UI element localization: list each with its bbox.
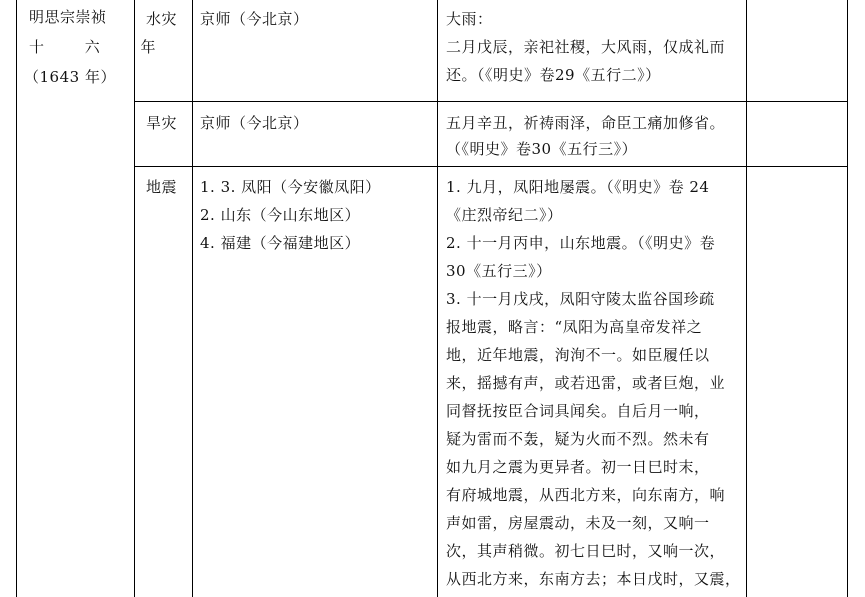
record-line: 有府城地震，从西北方来，向东南方，响 (446, 486, 726, 504)
record-line: （《明史》卷30《五行三》） (446, 140, 638, 158)
record-line: 五月辛丑，祈祷雨泽，命臣工痛加修省。 (446, 114, 726, 132)
row-divider-1 (134, 101, 848, 102)
record-line: 地，近年地震，洵洵不一。如臣履任以 (446, 346, 710, 364)
location-item: 4. 福建（今福建地区） (200, 234, 361, 252)
record-line: 1. 九月，凤阳地屡震。（《明史》卷 24 (446, 178, 710, 196)
column-divider-4 (746, 0, 747, 597)
table-border-right (847, 0, 848, 597)
category-drought: 旱灾 (146, 114, 178, 132)
record-line: 还。（《明史》卷29《五行二》） (446, 66, 661, 84)
record-line: 疑为雷而不轰，疑为火而不烈。然未有 (446, 430, 710, 448)
record-line: 如九月之震为更异者。初一日巳时末， (446, 458, 710, 476)
record-line: 2. 十一月丙申，山东地震。（《明史》卷 (446, 234, 716, 252)
period-year-ad: （1643 年） (24, 68, 116, 86)
column-divider-3 (437, 0, 438, 597)
record-line: 《庄烈帝纪二》） (446, 206, 563, 224)
location-item: 京师（今北京） (200, 114, 309, 132)
record-line: 来，摇撼有声，或若迅雷，或者巨炮，业 (446, 374, 726, 392)
period-year-text: 十 六 年 (29, 38, 174, 56)
record-line: 3. 十一月戊戌，凤阳守陵太监谷国珍疏 (446, 290, 715, 308)
location-item: 1. 3. 凤阳（今安徽凤阳） (200, 178, 381, 196)
record-line: 二月戊辰，亲祀社稷，大风雨，仅成礼而 (446, 38, 726, 56)
period-name: 明思宗崇祯 (29, 8, 107, 26)
record-line: 报地震，略言：“凤阳为高皇帝发祥之 (446, 318, 703, 336)
column-divider-2 (192, 0, 193, 597)
table-border-left (16, 0, 17, 597)
category-flood: 水灾 (146, 10, 178, 28)
location-item: 京师（今北京） (200, 10, 309, 28)
category-earthquake: 地震 (146, 178, 178, 196)
record-line: 大雨： (446, 10, 493, 28)
record-line: 次，其声稍微。初七日巳时，又响一次， (446, 542, 726, 560)
record-line: 同督抚按臣合词具闻矣。自后月一响， (446, 402, 710, 420)
record-line: 从西北方来，东南方去；本日戊时，又震， (446, 570, 741, 588)
column-divider-1 (134, 0, 135, 597)
location-item: 2. 山东（今山东地区） (200, 206, 361, 224)
row-divider-2 (134, 166, 848, 167)
record-line: 声如雷，房屋震动，未及一刻，又响一 (446, 514, 710, 532)
record-line: 30《五行三》） (446, 262, 552, 280)
